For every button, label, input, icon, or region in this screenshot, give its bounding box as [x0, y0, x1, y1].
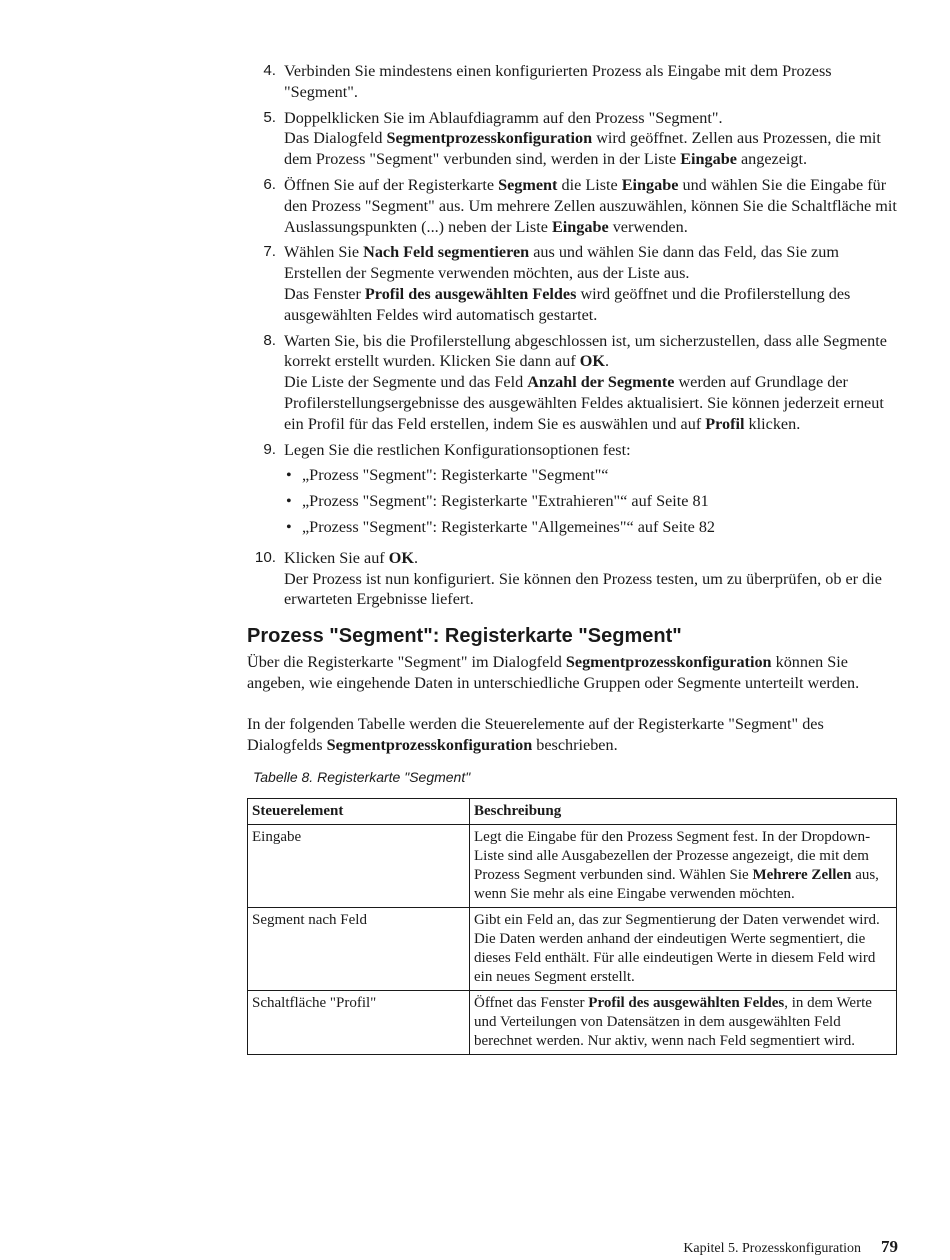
page-footer — [683, 1237, 898, 1257]
step-7 — [247, 242, 897, 325]
table-caption: Tabelle 8. Registerkarte "Segment" — [253, 769, 471, 786]
step-text: Wählen Sie Nach Feld segmentieren aus und wählen Sie dann das Feld, das Sie zum Erstellen der Segmente verwenden möchten, aus der Liste aus. — [284, 243, 839, 283]
step-text: Öffnen Sie auf der Registerkarte Segment die Liste Eingabe und wählen Sie die Eingabe für den Prozess "Segment" aus. Um mehrere Zellen auszuwählen, können Sie die Schaltfläche mit Auslassungspunkten (...) neben der Liste Eingabe verwenden. — [284, 175, 897, 236]
cross-reference-list — [284, 465, 897, 537]
step-5 — [247, 108, 897, 170]
section-heading: Prozess "Segment": Registerkarte "Segment" — [247, 625, 682, 648]
page-content — [247, 61, 897, 1055]
table-intro: In der folgenden Tabelle werden die Steuerelemente auf der Registerkarte "Segment" des Dialogfelds Segmentprozesskonfiguration beschrieben. — [247, 714, 824, 754]
step-text: Klicken Sie auf OK. — [284, 548, 418, 567]
section-intro: Über die Registerkarte "Segment" im Dialogfeld Segmentprozesskonfiguration können Sie angeben, wie eingehende Daten in unterschiedliche Gruppen oder Segmente unterteilt werden. — [247, 653, 860, 692]
description-cell: Legt die Eingabe für den Prozess Segment fest. In der Dropdown-Liste sind alle Ausgabezellen der Prozesse angezeigt, die mit dem Prozess Segment verbunden sind. Wählen Sie Mehrere Zellen aus, wenn Sie mehr als eine Eingabe verwenden möchten. — [470, 825, 897, 908]
step-number: 6. — [263, 175, 276, 193]
controls-table — [247, 798, 897, 1055]
step-number: 4. — [263, 62, 276, 79]
step-6 — [247, 175, 897, 237]
chapter-title: Kapitel 5. Prozesskonfiguration — [683, 1241, 861, 1256]
step-9 — [247, 440, 897, 543]
cross-reference-link[interactable]: • „Prozess "Segment": Registerkarte "Extrahieren"“ auf Seite 81 — [284, 491, 897, 512]
description-cell: Gibt ein Feld an, das zur Segmentierung der Daten verwendet wird. Die Daten werden anhand der eindeutigen Werte segmentiert, die dieses Feld enthält. Für alle eindeutigen Werte in diesem Feld wird ein neues Segment erstellt. — [470, 908, 897, 991]
step-text: Doppelklicken Sie im Ablaufdiagramm auf den Prozess "Segment". — [284, 108, 723, 127]
description-cell: Öffnet das Fenster Profil des ausgewählten Feldes, in dem Werte und Verteilungen von Datensätzen in dem ausgewählten Feld berechnet werden. Nur aktiv, wenn nach Feld segmentiert wird. — [470, 991, 897, 1055]
step-note: Die Liste der Segmente und das Feld Anzahl der Segmente werden auf Grundlage der Profilerstellungsergebnisse des ausgewählten Feldes aktualisiert. Sie können jederzeit erneut ein Profil für das Feld erstellen, indem Sie es auswählen und auf Profil klicken. — [284, 373, 884, 433]
step-text: Legen Sie die restlichen Konfigurationsoptionen fest: — [284, 440, 631, 459]
step-10 — [247, 548, 897, 610]
table-row — [248, 991, 897, 1055]
table-header-row — [248, 799, 897, 825]
table-row — [248, 825, 897, 908]
step-number: 9. — [263, 440, 276, 458]
page-number: 79 — [881, 1237, 898, 1256]
step-note: Das Dialogfeld Segmentprozesskonfiguration wird geöffnet. Zellen aus Prozessen, die mit dem Prozess "Segment" verbunden sind, werden in der Liste Eingabe angezeigt. — [284, 129, 881, 169]
step-number: 8. — [263, 331, 276, 349]
step-text: Warten Sie, bis die Profilerstellung abgeschlossen ist, um sicherzustellen, dass alle Segmente korrekt erstellt wurden. Klicken Sie dann auf OK. — [284, 331, 887, 371]
column-header: Steuerelement — [248, 799, 470, 825]
control-cell: Eingabe — [248, 825, 470, 908]
step-number: 10. — [254, 548, 276, 566]
cross-reference-link[interactable]: • „Prozess "Segment": Registerkarte "Allgemeines"“ auf Seite 82 — [284, 517, 897, 538]
step-text: Verbinden Sie mindestens einen konfigurierten Prozess als Eingabe mit dem Prozess "Segment". — [284, 62, 832, 101]
step-number: 5. — [263, 108, 276, 126]
step-8 — [247, 331, 897, 435]
column-header: Beschreibung — [470, 799, 897, 825]
table-row — [248, 908, 897, 991]
step-note: Der Prozess ist nun konfiguriert. Sie können den Prozess testen, um zu überprüfen, ob er die erwarteten Ergebnisse liefert. — [284, 569, 882, 609]
cross-reference-link[interactable]: • „Prozess "Segment": Registerkarte "Segment"“ — [284, 465, 897, 486]
control-cell: Schaltfläche "Profil" — [248, 991, 470, 1055]
step-number: 7. — [263, 243, 276, 261]
step-note: Das Fenster Profil des ausgewählten Feldes wird geöffnet und die Profilerstellung des ausgewählten Feldes wird automatisch gestartet. — [284, 284, 851, 324]
step-4 — [247, 61, 897, 103]
control-cell: Segment nach Feld — [248, 908, 470, 991]
